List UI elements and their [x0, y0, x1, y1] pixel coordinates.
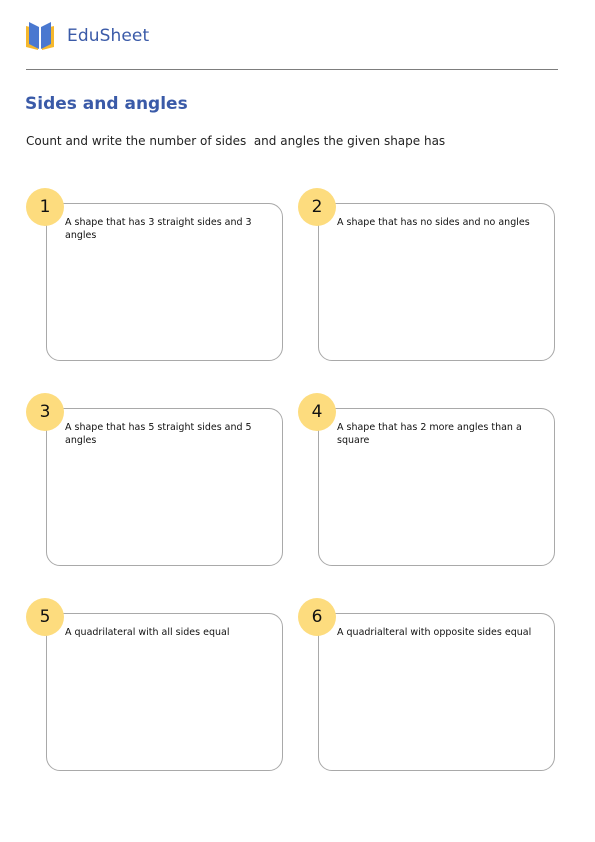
question-card-1: [46, 203, 283, 361]
question-card-5: [46, 613, 283, 771]
question-card-2: [318, 203, 555, 361]
question-number-badge: 5: [26, 598, 64, 636]
question-number-badge: 2: [298, 188, 336, 226]
question-number-badge: 3: [26, 393, 64, 431]
question-card-3: [46, 408, 283, 566]
question-number-badge: 6: [298, 598, 336, 636]
question-text: A quadrilateral with all sides equal: [65, 627, 230, 638]
question-text: A shape that has 2 more angles than a square: [337, 422, 522, 446]
header: [24, 20, 149, 52]
open-book-icon: [24, 21, 56, 51]
worksheet-instructions: Count and write the number of sides and angles the given shape has: [26, 134, 446, 148]
question-number-badge: 4: [298, 393, 336, 431]
question-card-4: [318, 408, 555, 566]
question-text: A shape that has no sides and no angles: [337, 217, 530, 228]
worksheet-title: Sides and angles: [25, 94, 188, 114]
question-text: A shape that has 3 straight sides and 3 angles: [65, 217, 252, 241]
question-number-badge: 1: [26, 188, 64, 226]
header-divider: [26, 69, 558, 70]
question-card-6: [318, 613, 555, 771]
question-text: A shape that has 5 straight sides and 5 angles: [65, 422, 252, 446]
brand-name: EduSheet: [67, 26, 150, 46]
question-text: A quadrialteral with opposite sides equal: [337, 627, 532, 638]
